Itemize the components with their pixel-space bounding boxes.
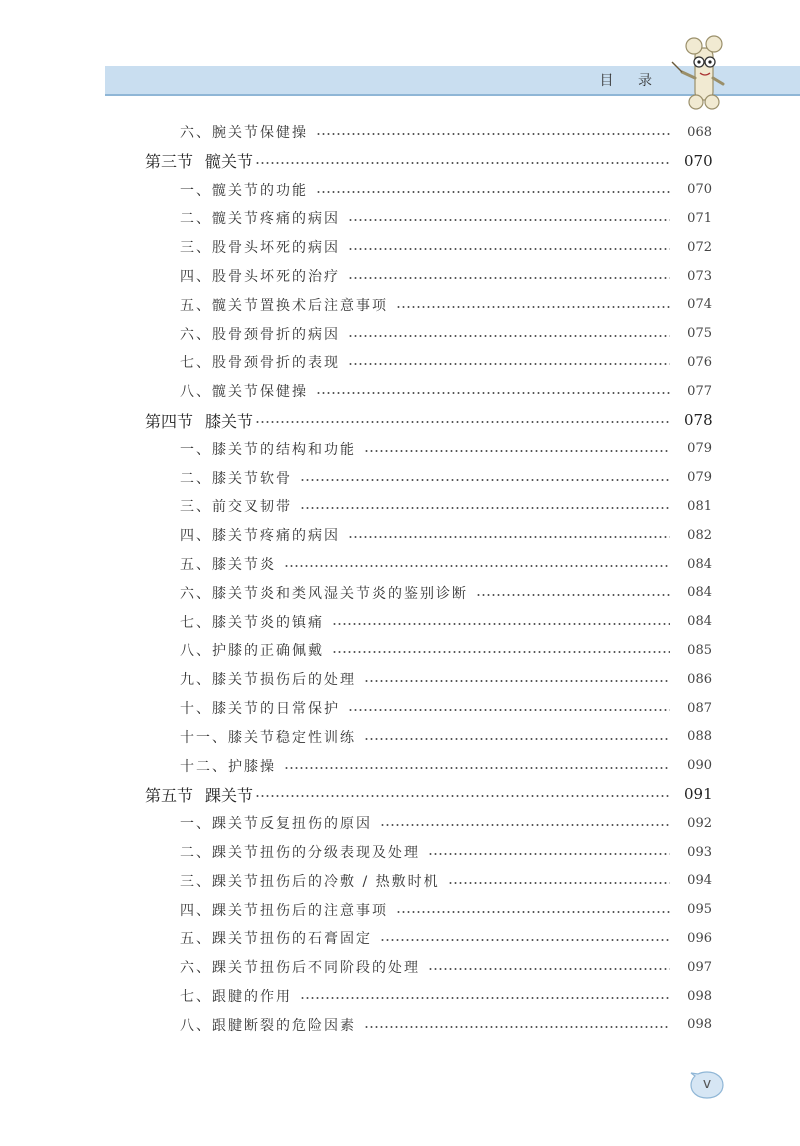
dot-leader [255, 795, 670, 797]
toc-page-number: 070 [687, 182, 712, 198]
toc-item-label: 四、股骨头坏死的治疗 [180, 269, 340, 285]
dot-leader [316, 133, 670, 135]
toc-item-label: 二、髋关节疼痛的病因 [180, 211, 340, 228]
toc-page-number: 084 [687, 556, 712, 572]
toc-item-label: 五、髋关节置换术后注意事项 [180, 297, 388, 314]
toc-section-row[interactable] [145, 406, 712, 434]
toc-item-label: 六、膝关节炎和类风湿关节炎的鉴别诊断 [180, 585, 468, 602]
toc-item-label: 八、髋关节保健操 [180, 384, 308, 401]
toc-page-number: 081 [687, 498, 712, 514]
dot-leader [332, 623, 670, 625]
toc-page-number: 087 [687, 700, 712, 716]
toc-page-number: 095 [687, 902, 712, 918]
toc-item-row[interactable] [180, 1011, 712, 1039]
toc-section-title: 踝关节 [205, 785, 254, 805]
toc-item-label: 七、股骨颈骨折的表现 [180, 355, 340, 372]
toc-item-label: 十、膝关节的日常保护 [180, 701, 340, 717]
toc-item-row[interactable] [180, 752, 712, 780]
dot-leader [364, 680, 670, 682]
toc-page-number: 091 [684, 785, 713, 804]
dot-leader [255, 421, 670, 423]
toc-page-number: 092 [687, 815, 712, 831]
toc-item-row[interactable] [180, 262, 712, 290]
toc-item-row[interactable] [180, 579, 712, 607]
toc-section-label [145, 409, 253, 432]
toc-section-number: 第三节 [145, 152, 194, 172]
toc-page-number: 090 [687, 758, 712, 774]
dot-leader [300, 479, 670, 481]
toc-item-row[interactable] [180, 809, 712, 837]
toc-item-label: 七、膝关节炎的镇痛 [180, 614, 324, 631]
toc-item-row[interactable] [180, 636, 712, 664]
toc-page-number: 098 [687, 1017, 712, 1033]
dot-leader [364, 738, 670, 740]
toc-item-label: 二、踝关节扭伤的分级表现及处理 [180, 845, 420, 861]
toc-item-row[interactable] [180, 291, 712, 319]
toc-item-row[interactable] [180, 492, 712, 520]
header-title: 目 录 [599, 73, 662, 89]
toc-item-label: 八、护膝的正确佩戴 [180, 643, 324, 660]
toc-page-number: 076 [687, 354, 712, 370]
dot-leader [300, 997, 670, 999]
toc-section-label [145, 783, 253, 806]
toc-section-number: 第四节 [145, 411, 194, 431]
toc-item-label: 九、膝关节损伤后的处理 [180, 672, 356, 689]
dot-leader [348, 536, 670, 538]
toc-item-label: 十一、膝关节稳定性训练 [180, 729, 356, 746]
toc-item-label: 三、股骨头坏死的病因 [180, 240, 340, 257]
dot-leader [396, 911, 670, 913]
dot-leader [396, 306, 670, 308]
toc-page-number: 086 [687, 671, 712, 687]
toc-item-row[interactable] [180, 608, 712, 636]
toc-page-number: 084 [687, 585, 712, 601]
dot-leader [348, 709, 670, 711]
toc-item-label: 四、膝关节疼痛的病因 [180, 528, 340, 545]
toc-item-label: 四、踝关节扭伤后的注意事项 [180, 902, 388, 919]
toc-item-row[interactable] [180, 521, 712, 549]
dot-leader [316, 191, 670, 193]
dot-leader [284, 767, 670, 769]
toc-item-row[interactable] [180, 233, 712, 261]
dot-leader [348, 363, 670, 365]
toc-item-label: 六、股骨颈骨折的病因 [180, 326, 340, 343]
toc-page-number: 074 [687, 297, 712, 313]
toc-item-label: 六、腕关节保健操 [180, 125, 308, 141]
toc-item-label: 一、膝关节的结构和功能 [180, 441, 356, 458]
toc-page-number: 073 [687, 268, 712, 284]
dot-leader [428, 853, 670, 855]
toc-section-number: 第五节 [145, 785, 194, 805]
toc-item-row[interactable] [180, 377, 712, 405]
page-number-badge [689, 1070, 725, 1100]
toc-section-row[interactable] [145, 147, 712, 175]
toc-item-row[interactable] [180, 118, 712, 146]
toc-page-number: 097 [687, 959, 712, 975]
toc-item-row[interactable] [180, 665, 712, 693]
toc-page-number: 079 [687, 470, 712, 486]
toc-item-label: 五、踝关节扭伤的石膏固定 [180, 931, 372, 948]
page-number: v [702, 1076, 712, 1092]
dot-leader [364, 1026, 670, 1028]
dot-leader [348, 335, 670, 337]
dot-leader [380, 824, 670, 826]
dot-leader [300, 507, 670, 509]
toc-page-number: 098 [687, 988, 712, 1004]
toc-item-label: 一、髋关节的功能 [180, 182, 308, 199]
toc-page-number: 093 [687, 844, 712, 860]
toc-item-label: 五、膝关节炎 [180, 557, 276, 573]
toc-item-row[interactable] [180, 953, 712, 981]
dot-leader [255, 162, 670, 164]
toc-page-number: 079 [687, 441, 712, 457]
toc-page-number: 075 [687, 326, 712, 342]
toc-page-number: 068 [687, 124, 712, 140]
dot-leader [348, 219, 670, 221]
toc-page-number: 072 [687, 239, 712, 255]
toc-section-row[interactable] [145, 780, 712, 808]
dot-leader [348, 277, 670, 279]
toc-section-title: 膝关节 [205, 411, 254, 431]
toc-item-label: 八、跟腱断裂的危险因素 [180, 1017, 356, 1034]
toc-page-number: 088 [687, 729, 712, 745]
toc-item-row[interactable] [180, 204, 712, 232]
toc-item-row[interactable] [180, 464, 712, 492]
dot-leader [476, 594, 670, 596]
toc-item-row[interactable] [180, 896, 712, 924]
dot-leader [364, 450, 670, 452]
toc-item-row[interactable] [180, 838, 712, 866]
toc-page-number: 082 [687, 527, 712, 543]
toc-item-label: 七、跟腱的作用 [180, 989, 292, 1005]
toc-item-row[interactable] [180, 723, 712, 751]
toc-section-label [145, 149, 253, 172]
toc-page-number: 078 [684, 411, 713, 429]
dot-leader [380, 939, 670, 941]
toc-section-title: 髋关节 [205, 152, 254, 172]
toc-item-row[interactable] [180, 982, 712, 1010]
toc-item-label: 六、踝关节扭伤后不同阶段的处理 [180, 960, 420, 977]
toc-item-label: 三、前交叉韧带 [180, 499, 292, 516]
toc-page-number: 085 [687, 642, 712, 658]
dot-leader [428, 968, 670, 970]
toc-page-number: 094 [687, 873, 712, 889]
toc-item-label: 一、踝关节反复扭伤的原因 [180, 816, 372, 833]
toc-item-row[interactable] [180, 176, 712, 204]
dot-leader [332, 651, 670, 653]
toc-item-label: 十二、护膝操 [180, 758, 276, 775]
toc-item-label: 二、膝关节软骨 [180, 470, 292, 487]
toc-page-number: 084 [687, 614, 712, 630]
dot-leader [448, 882, 670, 884]
toc-item-row[interactable] [180, 348, 712, 376]
toc-item-row[interactable] [180, 320, 712, 348]
bone-mascot-icon [668, 34, 740, 110]
toc-page-number: 071 [687, 210, 712, 226]
toc-item-row[interactable] [180, 867, 712, 895]
toc-item-label: 三、踝关节扭伤后的冷敷 / 热敷时机 [180, 873, 440, 890]
toc-page-number: 070 [684, 151, 713, 170]
toc-item-row[interactable] [180, 550, 712, 578]
toc-page-number: 096 [687, 930, 712, 946]
toc-item-row[interactable] [180, 924, 712, 952]
dot-leader [348, 248, 670, 250]
toc-item-row[interactable] [180, 435, 712, 463]
toc-page-number: 077 [687, 383, 712, 399]
dot-leader [316, 392, 670, 394]
toc-item-row[interactable] [180, 694, 712, 722]
dot-leader [284, 565, 670, 567]
